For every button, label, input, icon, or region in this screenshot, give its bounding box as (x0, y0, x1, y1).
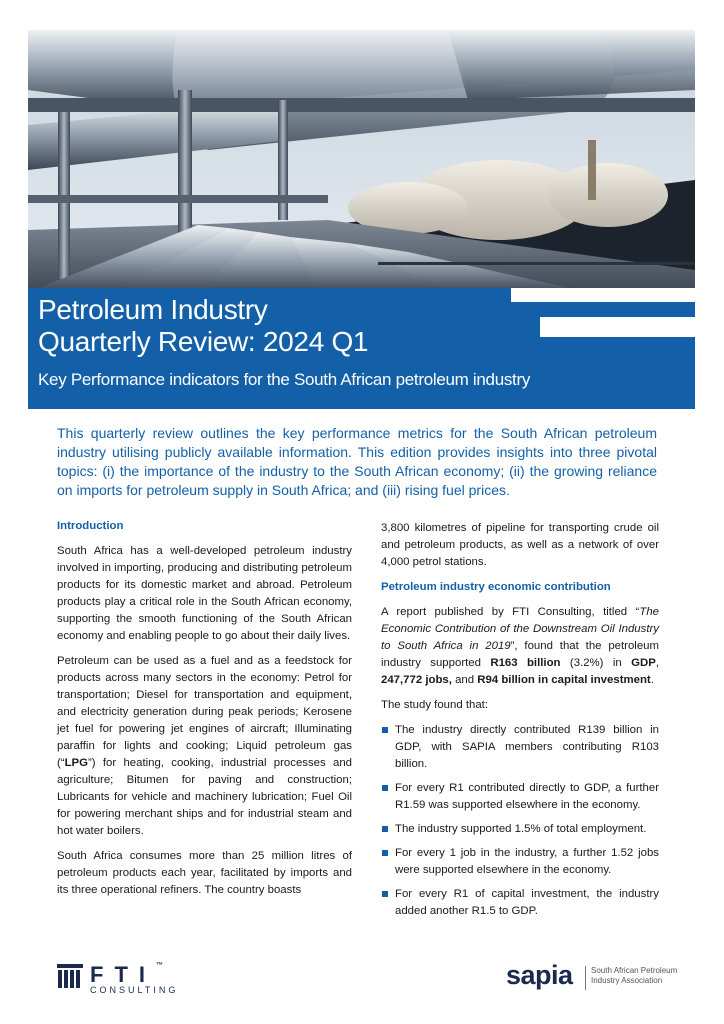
fti-columns-icon (57, 964, 83, 988)
economic-contribution-heading: Petroleum industry economic contribution (381, 581, 611, 593)
lpg-term: LPG (64, 757, 89, 769)
study-found-lead: The study found that: (381, 699, 489, 711)
gdp-value: R163 billion (490, 657, 561, 669)
sapia-wordmark: sapia (506, 960, 573, 990)
fti-consulting-label: CONSULTING (90, 985, 179, 995)
report-subtitle: Key Performance indicators for the South African petroleum industry (38, 370, 531, 389)
pipeline-illustration (28, 30, 695, 292)
list-item: The industry directly contributed R139 billion in GDP, with SAPIA members contributing R103 billion. (381, 722, 659, 773)
banner-notch-top (511, 288, 695, 302)
intro-paragraph-3: South Africa consumes more than 25 million litres of petroleum products each year, facilitated by imports and its three operational refiners. The country boasts (57, 850, 352, 896)
pipeline-paragraph: 3,800 kilometres of pipeline for transporting crude oil and petroleum products, as well as a network of over 4,000 petrol stations. (381, 522, 659, 568)
intro-paragraph-2: Petroleum can be used as a fuel and as a feedstock for products across many sectors in the economy: Petrol for transportation; Diesel for transportation and equipment, and electricity generation during peak periods; Kerosene jet fuel for powering jet engines of aircraft; Illuminating paraffin for lights and cooking; Liquid petroleum gas (“LPG”) for heating, cooking, industrial processes and agriculture; Bitumen for paving and construction; Lubricants for vehicle and machinery lubrication; Fuel Oil for powering merchant ships and for industrial steam and hot water boilers. (57, 655, 352, 837)
banner-notch-middle (540, 317, 695, 337)
fti-consulting-logo (57, 960, 197, 1000)
jobs-value: 247,772 jobs, (381, 674, 452, 686)
report-title-citation: The Economic Contribution of the Downstream Oil Industry to South Africa in 2019 (381, 606, 659, 652)
intro-paragraph-1: South Africa has a well-developed petroleum industry involved in importing, producing and distributing petroleum products for its domestic market and abroad. Petroleum products play a critical role in the South African economy, supporting the smooth functioning of the South African economy and enabling people to go about their daily lives. (57, 545, 352, 642)
findings-list (381, 722, 659, 920)
list-item: For every R1 contributed directly to GDP, a further R1.59 was supported elsewhere in the economy. (381, 780, 659, 814)
capital-investment-value: R94 billion in capital investment (477, 674, 651, 686)
fti-wordmark: FTI™ (90, 962, 163, 987)
report-title-line2: Quarterly Review: 2024 Q1 (38, 326, 369, 357)
sapia-logo (506, 960, 676, 996)
list-item: The industry supported 1.5% of total employment. (381, 821, 659, 838)
list-item: For every R1 of capital investment, the industry added another R1.5 to GDP. (381, 886, 659, 920)
left-column (57, 518, 352, 907)
title-banner (28, 288, 695, 409)
list-item: For every 1 job in the industry, a further 1.52 jobs were supported elsewhere in the economy. (381, 845, 659, 879)
fti-report-paragraph: A report published by FTI Consulting, titled “The Economic Contribution of the Downstream Oil Industry to South Africa in 2019”, found that the petroleum industry supported R163 billion (3.2%) in GDP, 247,772 jobs, and R94 billion in capital investment. (381, 606, 659, 686)
sapia-divider (585, 966, 586, 990)
right-column (381, 520, 659, 927)
introduction-heading: Introduction (57, 520, 124, 532)
report-title-line1: Petroleum Industry (38, 294, 268, 325)
intro-summary: This quarterly review outlines the key performance metrics for the South African petroleum industry utilising publicly available information. This edition provides insights into three pivotal topics: (i) the importance of the industry to the South African economy; (ii) the growing reliance on imports for petroleum supply in South Africa; and (iii) rising fuel prices. (57, 425, 657, 498)
hero-photo-industrial-pipelines (28, 30, 695, 292)
sapia-description: South African Petroleum Industry Association (591, 966, 678, 985)
